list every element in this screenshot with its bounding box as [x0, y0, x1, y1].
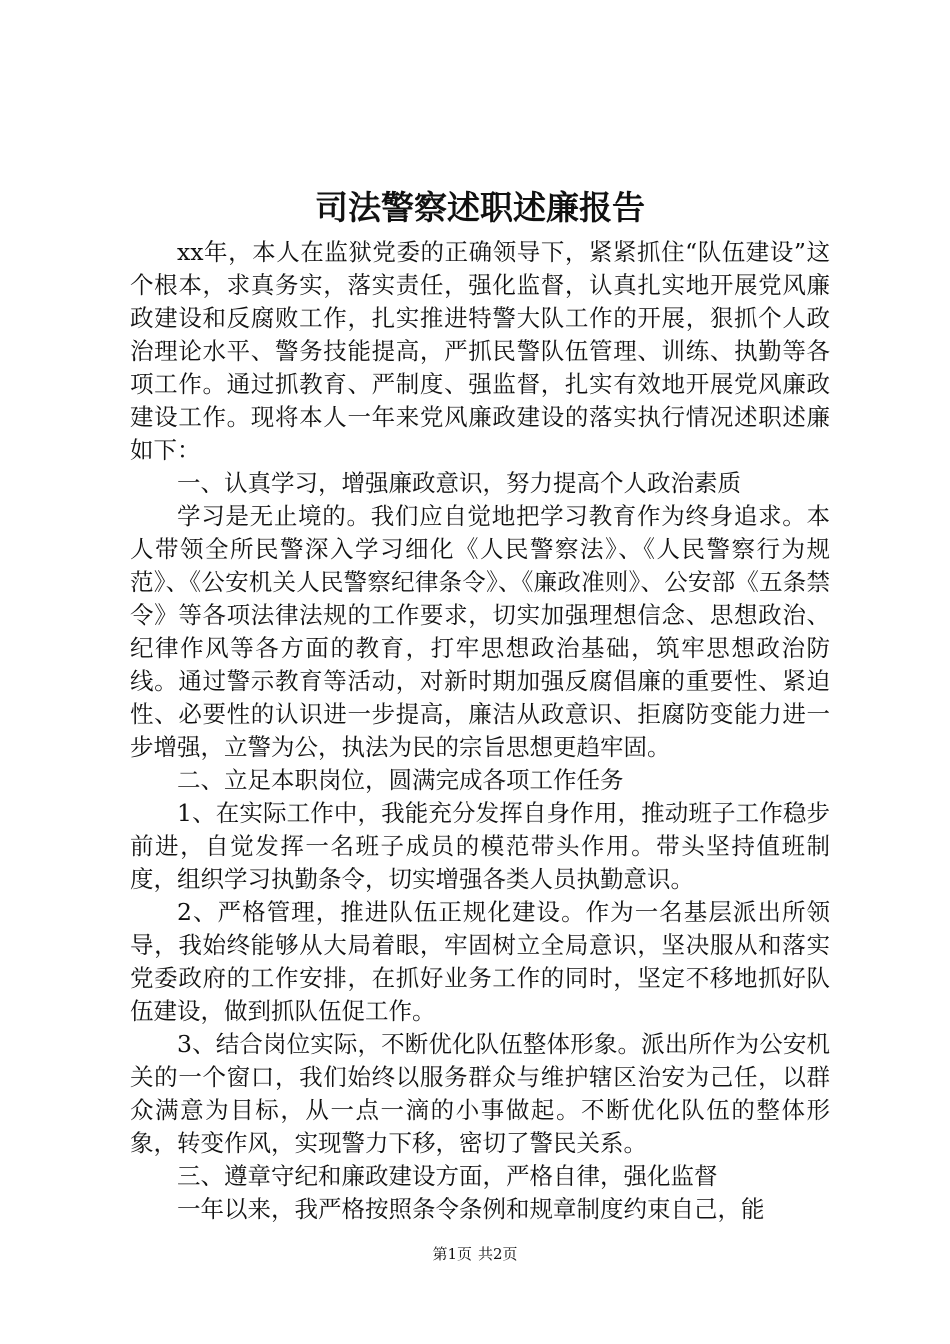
paragraph-item-2: 2、严格管理，推进队伍正规化建设。作为一名基层派出所领导，我始终能够从大局着眼，牢固树立全局意识，坚决服从和落实党委政府的工作安排，在抓好业务工作的同时，坚定不移地抓好队伍建设，做到抓队伍促工作。: [130, 898, 830, 1025]
section-heading-3: 三、遵章守纪和廉政建设方面，严格自律，强化监督: [177, 1162, 718, 1190]
page-footer: [0, 1244, 950, 1264]
paragraph-intro: xx年，本人在监狱党委的正确领导下，紧紧抓住“队伍建设”这个根本，求真务实，落实责任，强化监督，认真扎实地开展党风廉政建设和反腐败工作，扎实推进特警大队工作的开展，狠抓个人政治理论水平、警务技能提高，严抓民警队伍管理、训练、执勤等各项工作。通过抓教育、严制度、强监督，扎实有效地开展党风廉政建设工作。现将本人一年来党风廉政建设的落实执行情况述职述廉如下：: [130, 238, 830, 464]
document-title: 司法警察述职述廉报告: [315, 188, 645, 227]
paragraph-item-1: 1、在实际工作中，我能充分发挥自身作用，推动班子工作稳步前进，自觉发挥一名班子成员的模范带头作用。带头坚持值班制度，组织学习执勤条令，切实增强各类人员执勤意识。: [130, 799, 830, 893]
document-page: [130, 0, 830, 1344]
section-heading-1: 一、认真学习，增强廉政意识，努力提高个人政治素质: [177, 469, 741, 497]
document-body: [130, 236, 830, 1226]
page-total: 共2页: [478, 1245, 518, 1263]
paragraph-discipline: 一年以来，我严格按照条令条例和规章制度约束自己，能: [177, 1195, 765, 1223]
paragraph-study: 学习是无止境的。我们应自觉地把学习教育作为终身追求。本人带领全所民警深入学习细化《人民警察法》、《人民警察行为规范》、《公安机关人民警察纪律条令》、《廉政准则》、公安部《五条禁令》等各项法律法规的工作要求，切实加强理想信念、思想政治、纪律作风等各方面的教育，打牢思想政治基础，筑牢思想政治防线。通过警示教育等活动，对新时期加强反腐倡廉的重要性、紧迫性、必要性的认识进一步提高，廉洁从政意识、拒腐防变能力进一步增强，立警为公，执法为民的宗旨思想更趋牢固。: [130, 502, 830, 761]
page-number: 第1页: [432, 1245, 472, 1263]
paragraph-item-3: 3、结合岗位实际，不断优化队伍整体形象。派出所作为公安机关的一个窗口，我们始终以服务群众与维护辖区治安为己任，以群众满意为目标，从一点一滴的小事做起。不断优化队伍的整体形象，转变作风，实现警力下移，密切了警民关系。: [130, 1030, 830, 1157]
section-heading-2: 二、立足本职岗位，圆满完成各项工作任务: [177, 766, 624, 794]
